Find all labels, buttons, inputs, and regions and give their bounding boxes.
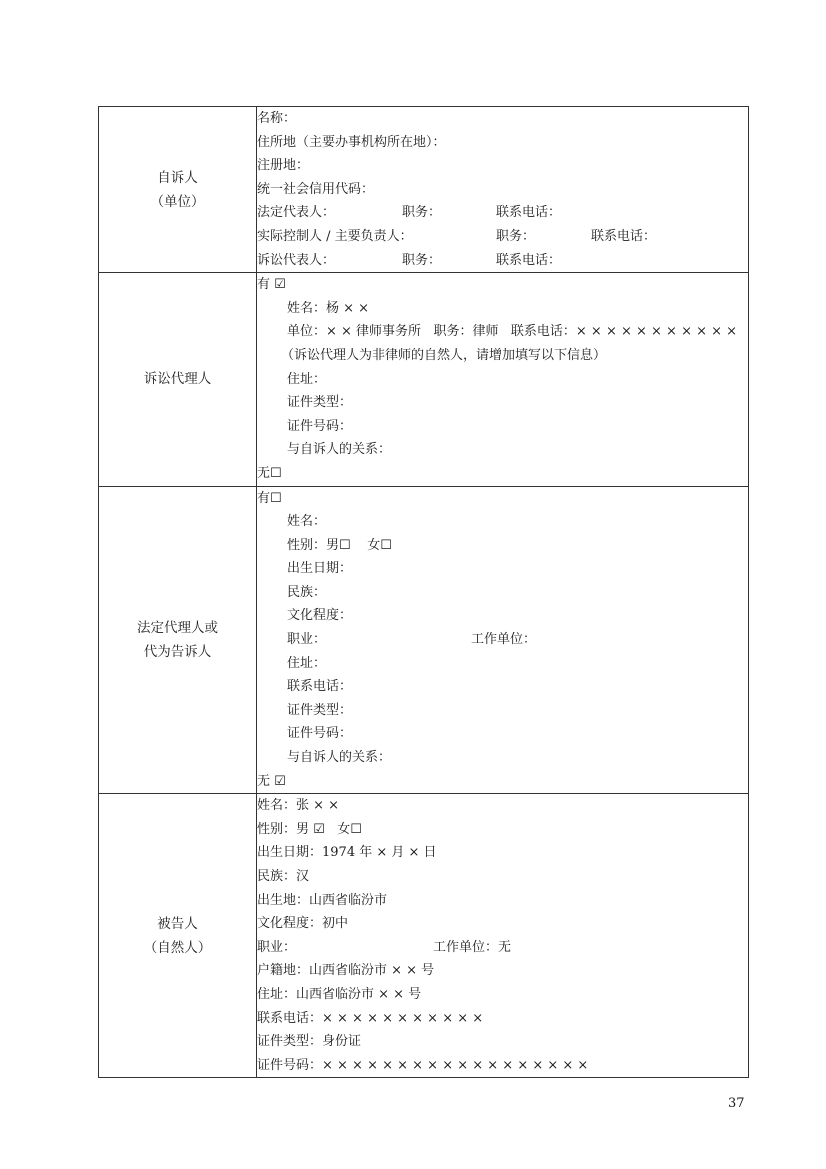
legal-agent-label [99,486,257,794]
defendant-work-unit-field: 工作单位：无 [433,939,512,955]
plaintiff-unit-label-line2: （单位） [150,193,205,210]
legal-rep-line [257,201,748,225]
agent-position-field: 职务：律师 [433,324,499,340]
agent-none-checkbox[interactable]: ☐ [270,465,282,481]
defendant-education-field: 文化程度：初中 [257,916,349,932]
legal-agent-has-line [257,487,748,511]
legal-agent-relation-field: 与自诉人的关系： [287,750,392,766]
agent-name-field: 姓名：杨 × × [287,300,370,316]
plaintiff-address-field: 住所地（主要办事机构所在地）： [257,134,446,150]
legal-agent-name-field: 姓名： [287,514,327,530]
defendant-female-label: 女 [337,821,351,837]
defendant-id-number-field: 证件号码：× × × × × × × × × × × × × × × × × × [257,1057,589,1073]
defendant-household-field: 户籍地：山西省临汾市 × × 号 [257,963,435,979]
legal-agent-id-number-field: 证件号码： [287,726,353,742]
legal-agent-occupation-line [257,628,748,652]
legal-rep-phone-field: 联系电话： [496,205,562,221]
legal-agent-none-checkbox[interactable]: ☑ [274,773,286,789]
legal-agent-work-unit-field: 工作单位： [471,632,537,648]
agent-id-type-field: 证件类型： [287,395,353,411]
legal-agent-none-line [257,770,748,794]
page-number: 37 [728,1096,745,1111]
legal-agent-label-line2: 代为告诉人 [143,643,212,660]
legal-agent-gender-label: 性别：男 [287,537,340,553]
legal-agent-content [257,486,749,794]
defendant-address-field: 住址：山西省临汾市 × × 号 [257,986,422,1002]
defendant-label-line2: （自然人） [143,939,212,956]
legal-agent-address-field: 住址： [287,655,327,671]
agent-relation-field: 与自诉人的关系： [287,442,392,458]
plaintiff-unit-label [99,107,257,273]
legal-agent-occupation-field: 职业： [287,632,327,648]
controller-position-field: 职务： [496,228,536,244]
agent-note: （诉讼代理人为非律师的自然人，请增加填写以下信息） [281,347,607,363]
plaintiff-credit-code-field: 统一社会信用代码： [257,181,375,197]
defendant-phone-field: 联系电话：× × × × × × × × × × × [257,1010,484,1026]
agent-address-field: 住址： [287,371,327,387]
agent-label: 诉讼代理人 [99,273,257,486]
defendant-birthplace-field: 出生地：山西省临汾市 [257,892,388,908]
plaintiff-unit-row [99,107,749,273]
legal-agent-has-label: 有 [257,490,271,506]
legal-agent-row [99,486,749,794]
litigation-rep-phone-field: 联系电话： [496,252,562,268]
legal-agent-id-type-field: 证件类型： [287,702,353,718]
defendant-gender-line [257,818,748,842]
legal-agent-gender-line [257,534,748,558]
legal-agent-birth-field: 出生日期： [287,561,353,577]
agent-has-checkbox[interactable]: ☑ [274,277,286,293]
agent-phone-field: 联系电话：× × × × × × × × × × × [510,324,738,340]
controller-phone-field: 联系电话： [591,228,657,244]
defendant-name-field: 姓名：张 × × [257,798,340,814]
legal-agent-label-line1: 法定代理人或 [137,619,218,636]
defendant-male-checkbox[interactable]: ☑ [313,821,325,837]
agent-row [99,273,749,486]
defendant-birth-field: 出生日期：1974 年 × 月 × 日 [257,845,437,861]
defendant-ethnicity-field: 民族：汉 [257,869,310,884]
plaintiff-unit-content [257,107,749,273]
legal-agent-education-field: 文化程度： [287,608,353,624]
agent-has-label: 有 [257,277,271,293]
defendant-gender-label: 性别：男 [257,821,310,837]
agent-has-line [257,273,748,297]
plaintiff-unit-label-line1: 自诉人 [157,169,198,186]
agent-unit-line [257,320,748,344]
agent-content [257,273,749,486]
legal-agent-male-checkbox[interactable]: ☐ [339,537,351,553]
agent-id-number-field: 证件号码： [287,418,353,434]
litigation-rep-field: 诉讼代表人： [257,252,336,268]
defendant-content [257,794,749,1078]
legal-agent-none-label: 无 [257,773,271,789]
legal-agent-has-checkbox[interactable]: ☐ [270,490,282,506]
legal-agent-female-label: 女 [367,537,381,553]
agent-unit-field: 单位：× × 律师事务所 [287,324,422,340]
legal-agent-ethnicity-field: 民族： [287,584,327,600]
agent-none-line [257,462,748,486]
defendant-row [99,794,749,1078]
litigation-rep-position-field: 职务： [402,252,442,268]
controller-field: 实际控制人 / 主要负责人： [257,228,413,244]
legal-agent-female-checkbox[interactable]: ☐ [380,537,392,553]
defendant-id-type-field: 证件类型：身份证 [257,1034,362,1050]
defendant-female-checkbox[interactable]: ☐ [350,821,362,837]
legal-rep-field: 法定代表人： [257,205,336,221]
defendant-label [99,794,257,1078]
defendant-occupation-field: 职业： [257,939,297,955]
defendant-label-line1: 被告人 [157,915,198,932]
complaint-form-table [98,106,749,1078]
legal-rep-position-field: 职务： [402,205,442,221]
litigation-rep-line [257,249,748,273]
agent-none-label: 无 [257,465,271,481]
plaintiff-name-field: 名称： [257,111,297,126]
defendant-occupation-line [257,936,748,960]
legal-agent-phone-field: 联系电话： [287,679,353,695]
controller-line [257,225,748,249]
plaintiff-registered-field: 注册地： [257,158,310,174]
